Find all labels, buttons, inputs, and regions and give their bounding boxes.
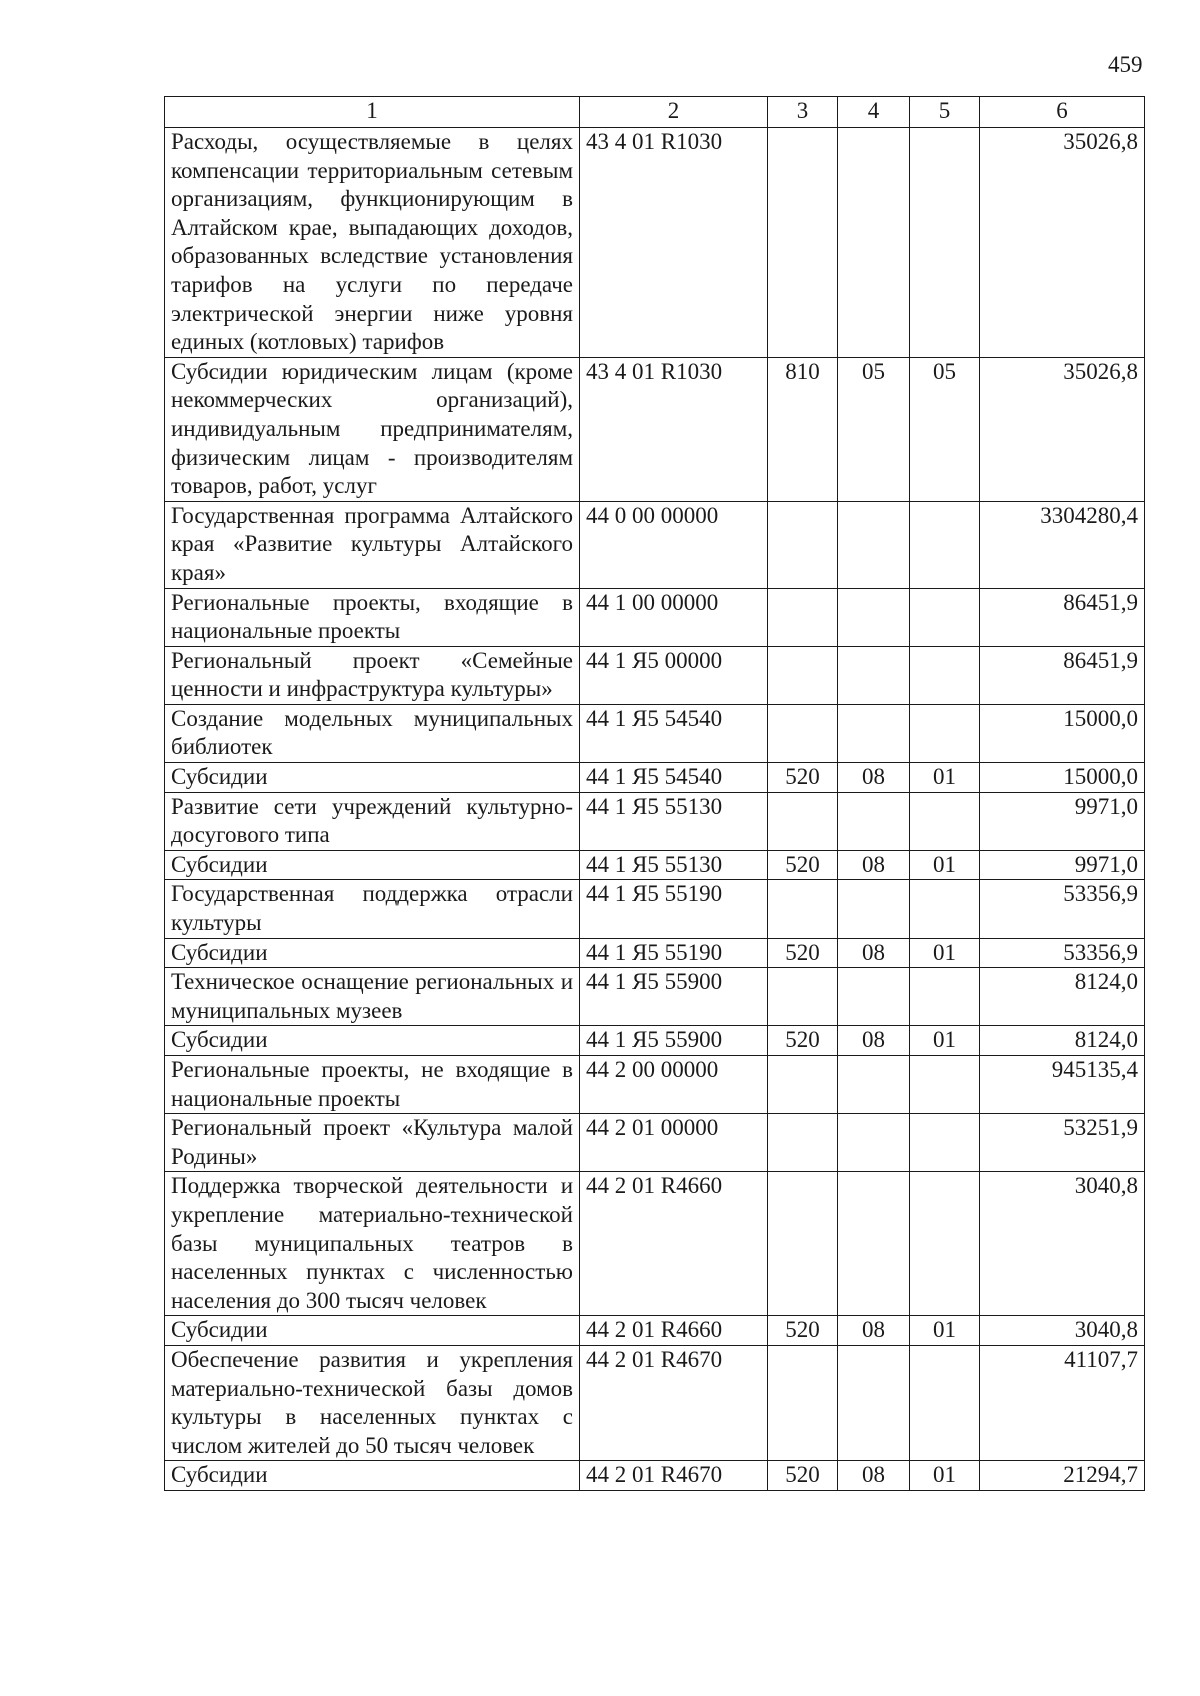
amount-cell: 8124,0 [980, 968, 1145, 1026]
expense-type-cell [768, 646, 838, 704]
target-code-cell: 43 4 01 R1030 [580, 128, 768, 358]
target-code-cell: 44 1 00 00000 [580, 588, 768, 646]
section-cell: 08 [838, 938, 910, 968]
table-row [165, 128, 1145, 358]
target-code-cell: 44 1 Я5 00000 [580, 646, 768, 704]
item-name-cell: Региональный проект «Культура малой Родины» [165, 1114, 580, 1172]
section-cell [838, 968, 910, 1026]
column-header: 1 [165, 97, 580, 128]
expense-type-cell [768, 1345, 838, 1460]
section-cell: 08 [838, 1316, 910, 1346]
subsection-cell [910, 1114, 980, 1172]
item-name-cell: Субсидии [165, 850, 580, 880]
item-name-cell: Субсидии [165, 938, 580, 968]
amount-cell: 86451,9 [980, 646, 1145, 704]
expense-type-cell [768, 501, 838, 588]
item-name-cell: Субсидии [165, 1461, 580, 1491]
column-header: 5 [910, 97, 980, 128]
section-cell: 08 [838, 850, 910, 880]
target-code-cell: 44 1 Я5 55130 [580, 850, 768, 880]
table-row [165, 1345, 1145, 1460]
item-name-cell: Расходы, осуществляемые в целях компенсации территориальным сетевым организациям, функционирующим в Алтайском крае, выпадающих доходов, образованных вследствие установления тарифов на услуги по передаче электрической энергии ниже уровня единых (котловых) тарифов [165, 128, 580, 358]
expense-type-cell: 520 [768, 763, 838, 793]
subsection-cell: 01 [910, 1316, 980, 1346]
table-row [165, 646, 1145, 704]
subsection-cell: 05 [910, 357, 980, 501]
item-name-cell: Региональные проекты, не входящие в национальные проекты [165, 1056, 580, 1114]
item-name-cell: Техническое оснащение региональных и муниципальных музеев [165, 968, 580, 1026]
section-cell [838, 128, 910, 358]
table-row [165, 938, 1145, 968]
amount-cell: 3040,8 [980, 1172, 1145, 1316]
target-code-cell: 44 1 Я5 55190 [580, 938, 768, 968]
table-row [165, 1461, 1145, 1491]
expense-type-cell [768, 704, 838, 762]
target-code-cell: 44 0 00 00000 [580, 501, 768, 588]
target-code-cell: 44 2 01 R4670 [580, 1461, 768, 1491]
header-row [165, 97, 1145, 128]
section-cell [838, 1114, 910, 1172]
expense-type-cell [768, 1172, 838, 1316]
item-name-cell: Обеспечение развития и укрепления материально-технической базы домов культуры в населенных пунктах с числом жителей до 50 тысяч человек [165, 1345, 580, 1460]
section-cell [838, 501, 910, 588]
item-name-cell: Субсидии [165, 1316, 580, 1346]
item-name-cell: Государственная программа Алтайского края «Развитие культуры Алтайского края» [165, 501, 580, 588]
target-code-cell: 44 2 00 00000 [580, 1056, 768, 1114]
expense-type-cell [768, 588, 838, 646]
table-row [165, 588, 1145, 646]
table-row [165, 1026, 1145, 1056]
expense-type-cell: 520 [768, 1026, 838, 1056]
subsection-cell [910, 792, 980, 850]
table-row [165, 1114, 1145, 1172]
amount-cell: 35026,8 [980, 128, 1145, 358]
section-cell: 08 [838, 1461, 910, 1491]
subsection-cell: 01 [910, 763, 980, 793]
subsection-cell [910, 1172, 980, 1316]
table-row [165, 501, 1145, 588]
expense-type-cell [768, 128, 838, 358]
amount-cell: 3304280,4 [980, 501, 1145, 588]
expense-type-cell [768, 880, 838, 938]
amount-cell: 21294,7 [980, 1461, 1145, 1491]
subsection-cell [910, 128, 980, 358]
target-code-cell: 44 1 Я5 54540 [580, 763, 768, 793]
column-header: 2 [580, 97, 768, 128]
item-name-cell: Поддержка творческой деятельности и укрепление материально-технической базы муниципальных театров в населенных пунктах с численностью населения до 300 тысяч человек [165, 1172, 580, 1316]
target-code-cell: 44 1 Я5 55130 [580, 792, 768, 850]
expense-type-cell [768, 1114, 838, 1172]
item-name-cell: Создание модельных муниципальных библиотек [165, 704, 580, 762]
amount-cell: 53356,9 [980, 880, 1145, 938]
expense-type-cell [768, 968, 838, 1026]
subsection-cell: 01 [910, 938, 980, 968]
subsection-cell [910, 880, 980, 938]
target-code-cell: 44 1 Я5 55190 [580, 880, 768, 938]
amount-cell: 15000,0 [980, 763, 1145, 793]
subsection-cell: 01 [910, 850, 980, 880]
subsection-cell: 01 [910, 1026, 980, 1056]
table-row [165, 1316, 1145, 1346]
table-row [165, 704, 1145, 762]
section-cell [838, 646, 910, 704]
subsection-cell [910, 968, 980, 1026]
amount-cell: 35026,8 [980, 357, 1145, 501]
section-cell: 05 [838, 357, 910, 501]
section-cell: 08 [838, 763, 910, 793]
expense-type-cell: 520 [768, 1461, 838, 1491]
target-code-cell: 44 1 Я5 54540 [580, 704, 768, 762]
amount-cell: 15000,0 [980, 704, 1145, 762]
amount-cell: 53251,9 [980, 1114, 1145, 1172]
column-header: 6 [980, 97, 1145, 128]
expense-type-cell [768, 792, 838, 850]
expense-type-cell [768, 1056, 838, 1114]
column-header: 3 [768, 97, 838, 128]
item-name-cell: Субсидии [165, 763, 580, 793]
subsection-cell [910, 1056, 980, 1114]
amount-cell: 41107,7 [980, 1345, 1145, 1460]
amount-cell: 53356,9 [980, 938, 1145, 968]
table-row [165, 763, 1145, 793]
section-cell [838, 588, 910, 646]
page-number: 459 [1108, 52, 1143, 77]
section-cell [838, 880, 910, 938]
subsection-cell [910, 646, 980, 704]
target-code-cell: 43 4 01 R1030 [580, 357, 768, 501]
expense-type-cell: 520 [768, 850, 838, 880]
item-name-cell: Региональный проект «Семейные ценности и инфраструктура культуры» [165, 646, 580, 704]
target-code-cell: 44 2 01 R4660 [580, 1172, 768, 1316]
column-header: 4 [838, 97, 910, 128]
section-cell [838, 1345, 910, 1460]
section-cell [838, 792, 910, 850]
amount-cell: 9971,0 [980, 850, 1145, 880]
amount-cell: 8124,0 [980, 1026, 1145, 1056]
subsection-cell [910, 1345, 980, 1460]
subsection-cell [910, 501, 980, 588]
target-code-cell: 44 1 Я5 55900 [580, 1026, 768, 1056]
section-cell [838, 1056, 910, 1114]
table-row [165, 968, 1145, 1026]
expense-type-cell: 520 [768, 938, 838, 968]
table-row [165, 1056, 1145, 1114]
amount-cell: 3040,8 [980, 1316, 1145, 1346]
subsection-cell [910, 704, 980, 762]
table-row [165, 1172, 1145, 1316]
item-name-cell: Развитие сети учреждений культурно-досугового типа [165, 792, 580, 850]
item-name-cell: Государственная поддержка отрасли культуры [165, 880, 580, 938]
expense-type-cell: 520 [768, 1316, 838, 1346]
target-code-cell: 44 2 01 R4660 [580, 1316, 768, 1346]
expense-type-cell: 810 [768, 357, 838, 501]
target-code-cell: 44 1 Я5 55900 [580, 968, 768, 1026]
target-code-cell: 44 2 01 00000 [580, 1114, 768, 1172]
item-name-cell: Региональные проекты, входящие в национальные проекты [165, 588, 580, 646]
section-cell [838, 1172, 910, 1316]
amount-cell: 86451,9 [980, 588, 1145, 646]
table-row [165, 880, 1145, 938]
table-row [165, 357, 1145, 501]
item-name-cell: Субсидии [165, 1026, 580, 1056]
budget-table [164, 96, 1145, 1491]
item-name-cell: Субсидии юридическим лицам (кроме некоммерческих организаций), индивидуальным предпринимателям, физическим лицам - производителям товаров, работ, услуг [165, 357, 580, 501]
amount-cell: 9971,0 [980, 792, 1145, 850]
section-cell [838, 704, 910, 762]
amount-cell: 945135,4 [980, 1056, 1145, 1114]
section-cell: 08 [838, 1026, 910, 1056]
target-code-cell: 44 2 01 R4670 [580, 1345, 768, 1460]
subsection-cell [910, 588, 980, 646]
table-row [165, 850, 1145, 880]
table-row [165, 792, 1145, 850]
subsection-cell: 01 [910, 1461, 980, 1491]
table-body [165, 128, 1145, 1491]
